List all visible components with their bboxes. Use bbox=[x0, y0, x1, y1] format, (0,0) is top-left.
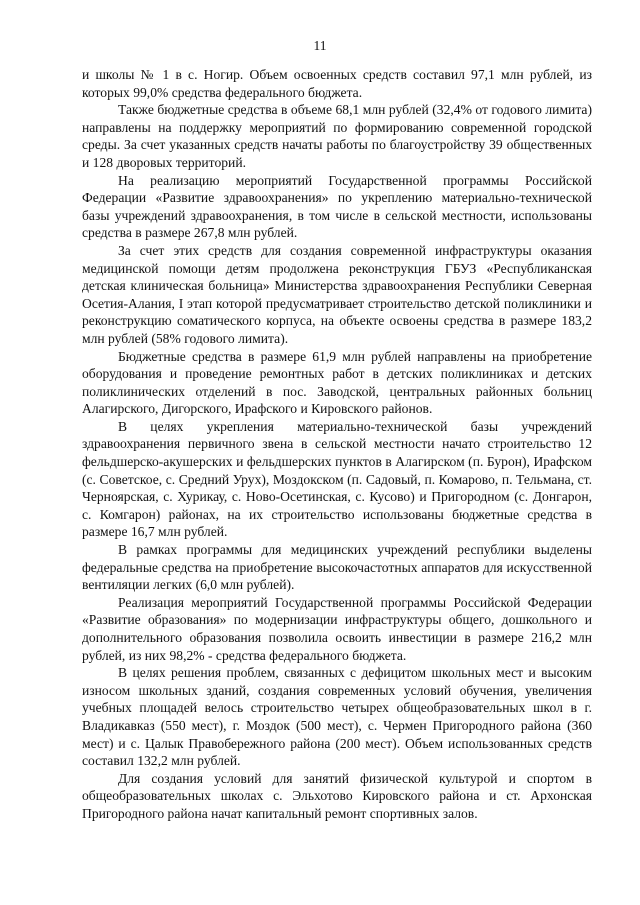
body-text bbox=[82, 66, 592, 823]
paragraph: За счет этих средств для создания современной инфраструктуры оказания медицинской помощи детям продолжена реконструкция ГБУЗ «Республиканская детская клиническая больница» Министерства здравоохранения Республики Северная Осетия-Алания, I этап которой предусматривает строительство детской поликлиники и реконструкцию соматического корпуса, на объекте освоены средства в размере 183,2 млн рублей (58% годового лимита). bbox=[82, 242, 592, 346]
paragraph: и школы № 1 в с. Ногир. Объем освоенных средств составил 97,1 млн рублей, из которых 99,0% средства федерального бюджета. bbox=[82, 67, 592, 100]
paragraph: В целях решения проблем, связанных с дефицитом школьных мест и высоким износом школьных зданий, создания современных условий обучения, увеличения учебных площадей велось строительство четырех общеобразовательных школ в г. Владикавказ (550 мест), г. Моздок (500 мест), с. Чермен Пригородного района (360 мест) и с. Цалык Правобережного района (200 мест). Объем использованных средств составил 132,2 млн рублей. bbox=[82, 665, 592, 769]
paragraph: Реализация мероприятий Государственной программы Российской Федерации «Развитие образования» по модернизации инфраструктуры общего, дошкольного и дополнительного образования позволила освоить инвестиции в размере 216,2 млн рублей, из них 98,2% - средства федерального бюджета. bbox=[82, 594, 592, 663]
paragraph: Для создания условий для занятий физической культурой и спортом в общеобразовательных школах с. Эльхотово Кировского района и ст. Архонская Пригородного района начат капитальный ремонт спортивных залов. bbox=[82, 770, 592, 821]
paragraph: Бюджетные средства в размере 61,9 млн рублей направлены на приобретение оборудования и проведение ремонтных работ в детских поликлиниках и детских поликлинических отделений в пос. Заводской, центральных районных больниц Алагирского, Дигорского, Ирафского и Кировского районов. bbox=[82, 348, 592, 417]
paragraph: В целях укрепления материально-технической базы учреждений здравоохранения первичного звена в сельской местности начато строительство 12 фельдшерско-акушерских и фельдшерских пунктов в Алагирском (п. Бурон), Ирафском (с. Советское, с. Средний Урух), Моздокском (п. Садовый, п. Комарово, п. Тельмана, ст. Черноярская, с. Хурикау, с. Ново-Осетинская, с. Кусово) и Пригородном (с. Донгарон, с. Комгарон) районах, на их строительство использованы бюджетные средства в размере 16,7 млн рублей. bbox=[82, 418, 592, 540]
paragraph: Также бюджетные средства в объеме 68,1 млн рублей (32,4% от годового лимита) направлены на поддержку мероприятий по формированию современной городской среды. За счет указанных средств начаты работы по благоустройству 39 общественных и 128 дворовых территорий. bbox=[82, 102, 592, 170]
paragraph: В рамках программы для медицинских учреждений республики выделены федеральные средства на приобретение высокочастотных аппаратов для искусственной вентиляции легких (6,0 млн рублей). bbox=[82, 542, 592, 593]
page-number: 11 bbox=[313, 38, 327, 53]
paragraph: На реализацию мероприятий Государственной программы Российской Федерации «Развитие здравоохранения» по укреплению материально-технической базы учреждений здравоохранения, в том числе в сельской местности, использованы средства в размере 267,8 млн рублей. bbox=[82, 172, 592, 241]
